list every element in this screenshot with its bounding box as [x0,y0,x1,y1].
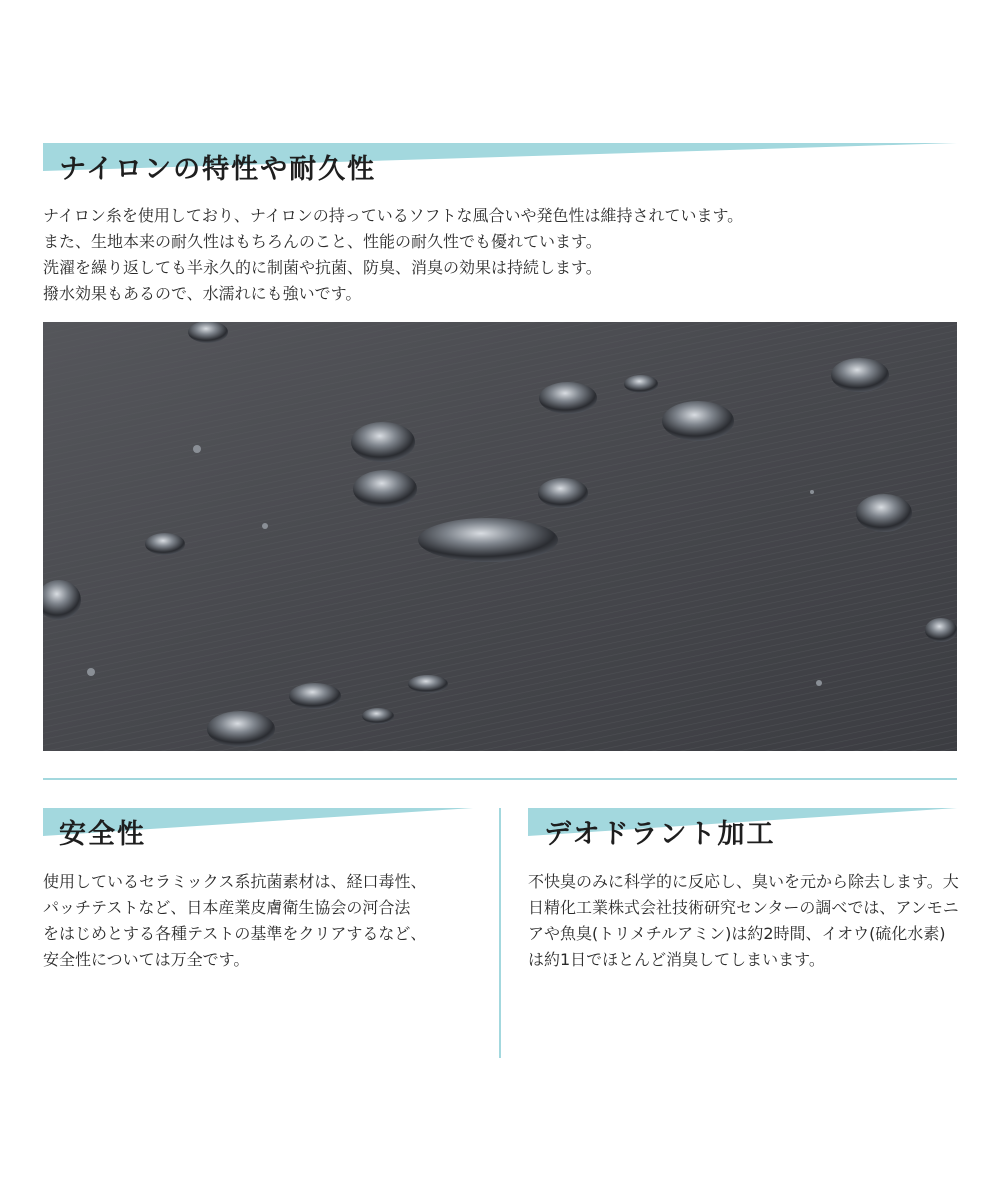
nylon-heading [43,143,957,187]
deodorant-description: 不快臭のみに科学的に反応し、臭いを元から除去します。大日精化工業株式会社技術研究センターの調べでは、アンモニアや魚臭(トリメチルアミン)は約2時間、イオウ(硫化水素)は約1日でほとんど消臭してしまいます。 [528,872,959,969]
safety-heading [43,808,473,852]
safety-description [43,869,483,973]
nylon-title: ナイロンの特性や耐久性 [59,154,377,185]
nylon-line: 撥水効果もあるので、水濡れにも強いです。 [43,284,362,303]
safety-line: 使用しているセラミックス系抗菌素材は、経口毒性、 [43,872,427,891]
section-divider [43,778,957,780]
water-repellent-fabric-photo [43,322,957,751]
column-divider [499,808,501,1058]
deodorant-title: デオドラント加工 [544,819,776,850]
safety-line: 安全性については万全です。 [43,950,250,969]
nylon-description [43,203,957,307]
safety-line: をはじめとする各種テストの基準をクリアするなど、 [43,924,427,943]
nylon-line: 洗濯を繰り返しても半永久的に制菌や抗菌、防臭、消臭の効果は持続します。 [43,258,602,277]
nylon-line: ナイロン糸を使用しており、ナイロンの持っているソフトな風合いや発色性は維持されています。 [43,206,744,225]
safety-title: 安全性 [59,819,146,850]
safety-line: パッチテストなど、日本産業皮膚衛生協会の河合法 [43,898,411,917]
deodorant-heading [528,808,957,852]
nylon-line: また、生地本来の耐久性はもちろんのこと、性能の耐久性でも優れています。 [43,232,602,251]
